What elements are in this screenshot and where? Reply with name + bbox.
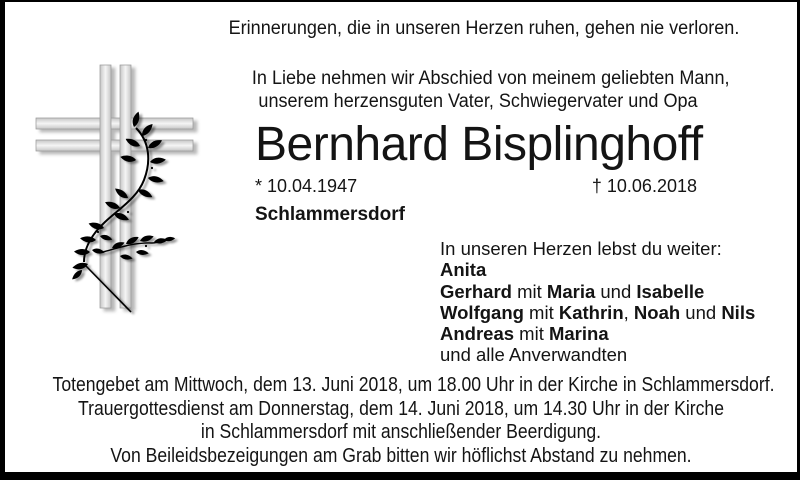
- mourner-name: Maria: [546, 280, 596, 302]
- connector-text: mit: [514, 323, 549, 345]
- announcement-line: Totengebet am Mittwoch, dem 13. Juni 2018, um 18.00 Uhr in der Kirche in Schlammersdorf.: [52, 374, 775, 396]
- mourner-line: [440, 259, 755, 280]
- announcement-line: in Schlammersdorf mit anschließender Beerdigung.: [200, 421, 602, 443]
- mourner-name: Noah: [633, 301, 681, 323]
- death-date: † 10.06.2018: [591, 176, 697, 196]
- deceased-name: Bernhard Bisplinghoff: [255, 118, 703, 171]
- family-section: [440, 238, 755, 366]
- life-dates: [255, 176, 697, 196]
- mourner-name: Gerhard: [440, 280, 512, 302]
- mourner-line: [440, 281, 755, 302]
- epigraph: Erinnerungen, die in unseren Herzen ruhen, gehen nie verloren.: [228, 18, 740, 39]
- mourner-line: [440, 302, 755, 323]
- announcement-line: Von Beileidsbezeigungen am Grab bitten wir höflichst Abstand zu nehmen.: [110, 444, 692, 467]
- mourner-name: Wolfgang: [440, 301, 524, 323]
- intro-line-1: In Liebe nehmen wir Abschied von meinem geliebten Mann,: [251, 68, 730, 89]
- intro-text: [251, 68, 730, 113]
- place-name: Schlammersdorf: [255, 204, 405, 225]
- notice-sheet: [5, 2, 797, 472]
- memorial-graphic: [30, 60, 222, 322]
- announcements: [52, 374, 775, 468]
- mourner-name: Isabelle: [636, 280, 705, 302]
- cross-icon: [36, 65, 193, 308]
- birth-date: * 10.04.1947: [255, 176, 358, 196]
- announcement-line: Trauergottesdienst am Donnerstag, dem 14. Juni 2018, um 14.30 Uhr in der Kirche: [77, 397, 725, 420]
- connector-text: und: [595, 280, 637, 302]
- mourner-name: Nils: [721, 301, 756, 323]
- family-intro: In unseren Herzen lebst du weiter:: [440, 238, 722, 259]
- connector-text: und: [680, 301, 722, 323]
- connector-text: mit: [523, 301, 559, 323]
- connector-text: ,: [623, 301, 634, 323]
- mourner-line: [440, 323, 755, 344]
- mourner-name: Kathrin: [558, 301, 624, 323]
- connector-text: mit: [511, 280, 547, 302]
- mourner-name: Anita: [440, 259, 487, 281]
- mourner-name: Andreas: [440, 323, 515, 345]
- family-closing: und alle Anverwandten: [440, 344, 628, 366]
- mourner-name: Marina: [548, 323, 609, 345]
- intro-line-2: unserem herzensguten Vater, Schwiegervater und Opa: [258, 90, 698, 112]
